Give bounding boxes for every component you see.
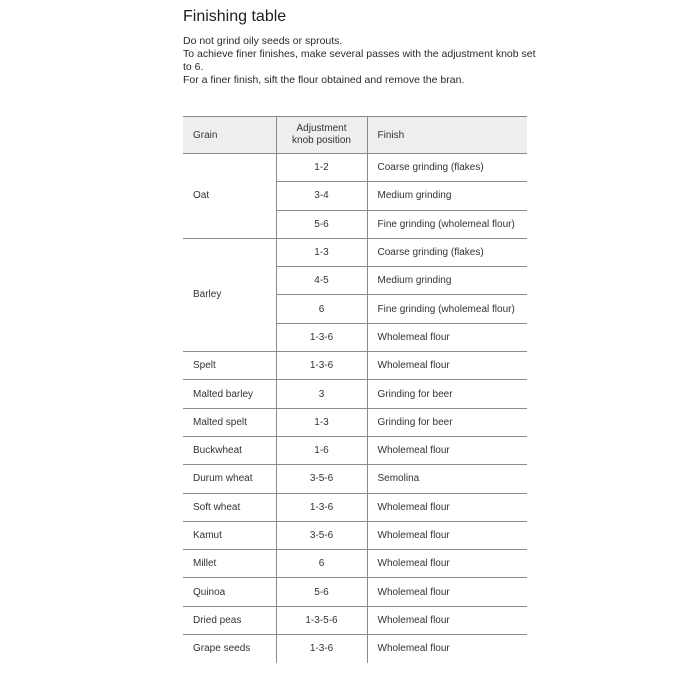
finish-cell: Coarse grinding (flakes) <box>367 238 527 266</box>
knob-cell: 3-4 <box>276 182 367 210</box>
finish-cell: Wholemeal flour <box>367 493 527 521</box>
knob-cell: 6 <box>276 295 367 323</box>
grain-cell: Durum wheat <box>183 465 276 493</box>
table-row <box>183 606 527 634</box>
header-finish: Finish <box>367 117 527 154</box>
finish-cell: Medium grinding <box>367 182 527 210</box>
header-grain: Grain <box>183 117 276 154</box>
table-row <box>183 380 527 408</box>
knob-cell: 1-3-6 <box>276 352 367 380</box>
table-row <box>183 408 527 436</box>
knob-cell: 6 <box>276 550 367 578</box>
finish-cell: Wholemeal flour <box>367 323 527 351</box>
table-row <box>183 154 527 182</box>
intro-line: For a finer finish, sift the flour obtained and remove the bran. <box>183 74 465 86</box>
table-row <box>183 578 527 606</box>
table-header-row <box>183 117 527 154</box>
finish-cell: Fine grinding (wholemeal flour) <box>367 210 527 238</box>
finish-cell: Semolina <box>367 465 527 493</box>
knob-cell: 3-5-6 <box>276 465 367 493</box>
table-row <box>183 550 527 578</box>
knob-cell: 5-6 <box>276 578 367 606</box>
table-row <box>183 635 527 663</box>
grain-cell: Grape seeds <box>193 643 251 655</box>
grain-cell: Malted barley <box>183 380 276 408</box>
grain-cell: Quinoa <box>183 578 276 606</box>
table-row <box>183 352 527 380</box>
finish-cell: Grinding for beer <box>367 408 527 436</box>
header-knob-position <box>276 117 367 154</box>
knob-cell: 1-3-6 <box>276 323 367 351</box>
intro-line: To achieve finer finishes, make several passes with the adjustment knob set to 6. <box>183 48 536 73</box>
knob-cell: 5-6 <box>276 210 367 238</box>
grain-cell: Oat <box>183 154 276 239</box>
knob-cell: 1-3-6 <box>276 635 367 663</box>
knob-cell: 1-6 <box>276 436 367 464</box>
finish-cell: Wholemeal flour <box>377 643 450 655</box>
grain-cell: Malted spelt <box>183 408 276 436</box>
grain-cell: Soft wheat <box>183 493 276 521</box>
knob-cell: 4-5 <box>276 267 367 295</box>
knob-cell: 3 <box>276 380 367 408</box>
finish-cell: Fine grinding (wholemeal flour) <box>367 295 527 323</box>
knob-cell: 1-2 <box>276 154 367 182</box>
finish-cell: Grinding for beer <box>367 380 527 408</box>
finish-cell: Coarse grinding (flakes) <box>367 154 527 182</box>
knob-cell: 1-3 <box>276 408 367 436</box>
grain-cell: Buckwheat <box>183 436 276 464</box>
knob-cell: 1-3 <box>276 238 367 266</box>
finishing-table <box>183 116 527 663</box>
finish-cell: Medium grinding <box>367 267 527 295</box>
table-row <box>183 238 527 266</box>
finish-cell: Wholemeal flour <box>367 550 527 578</box>
header-knob-line: Adjustment <box>296 123 347 134</box>
grain-cell: Spelt <box>183 352 276 380</box>
grain-cell: Kamut <box>183 521 276 549</box>
table-row <box>183 436 527 464</box>
table-row <box>183 465 527 493</box>
grain-cell: Dried peas <box>183 606 276 634</box>
finish-cell: Wholemeal flour <box>367 606 527 634</box>
finish-cell: Wholemeal flour <box>367 352 527 380</box>
header-knob-line: knob position <box>292 135 351 146</box>
intro-text <box>183 35 543 87</box>
knob-cell: 1-3-6 <box>276 493 367 521</box>
grain-cell: Barley <box>183 238 276 351</box>
finish-cell: Wholemeal flour <box>367 521 527 549</box>
intro-line: Do not grind oily seeds or sprouts. <box>183 35 343 47</box>
knob-cell: 1-3-5-6 <box>276 606 367 634</box>
table-row <box>183 493 527 521</box>
grain-cell: Millet <box>183 550 276 578</box>
finish-cell: Wholemeal flour <box>367 578 527 606</box>
table-row <box>183 521 527 549</box>
page-title: Finishing table <box>183 8 287 25</box>
finish-cell: Wholemeal flour <box>367 436 527 464</box>
knob-cell: 3-5-6 <box>276 521 367 549</box>
